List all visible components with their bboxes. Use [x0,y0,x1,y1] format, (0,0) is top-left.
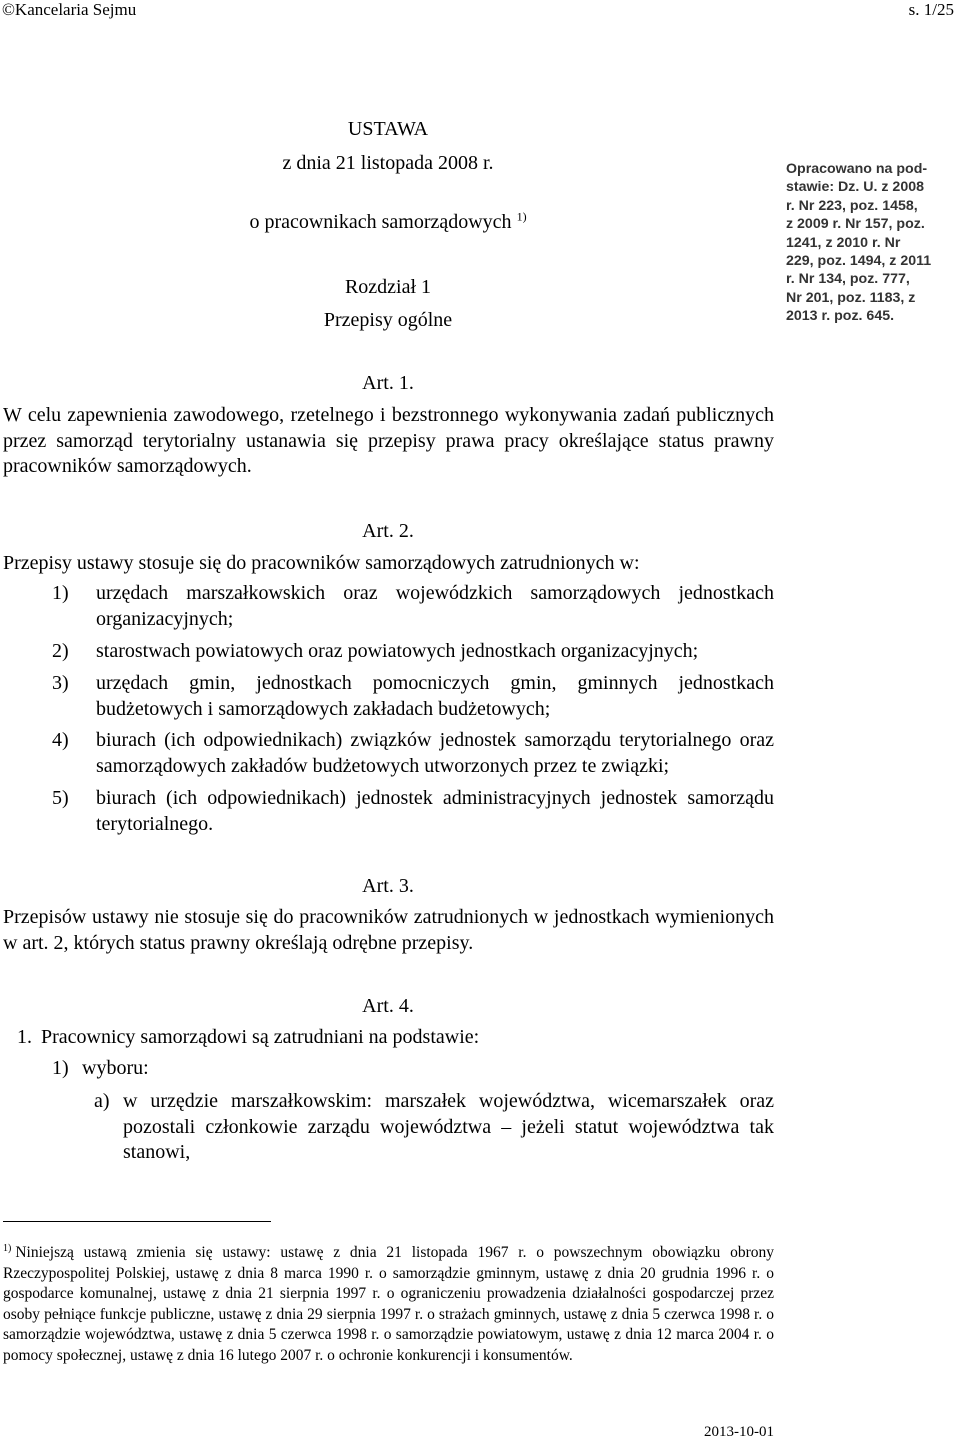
art1-heading: Art. 1. [362,372,414,394]
art2-item-3 [52,671,774,722]
footnote-reference[interactable]: 1) [516,209,527,224]
art2-item-5 [52,786,774,837]
paragraph-number: 1. [17,1026,32,1048]
act-subject [0,211,776,234]
source-note-line: stawie: Dz. U. z 2008 [786,179,924,196]
letter-text: w urzędzie marszałkowskim: marszałek województwa, wicemarszałek oraz pozostali członkowie zarządu województwa – jeżeli statut województwa tak stanowi, [123,1090,774,1163]
source-note-line: Opracowano na pod- [786,161,928,177]
item-text: starostwach powiatowych oraz powiatowych jednostkach organizacyjnych; [96,640,699,662]
art4-heading: Art. 4. [362,995,414,1017]
footnote-text: Niniejszą ustawą zmienia się ustawy: ustawę z dnia 21 listopada 1967 r. o powszechnym obowiązku obrony Rzeczypospolitej Polskiej, ustawę z dnia 8 marca 1990 r. o samorządzie gminnym, ustawę z dnia 20 grudnia 1996 r. o gospodarce komunalnej, ustawę z dnia 21 sierpnia 1997 r. o ograniczeniu prowadzenia działalności gospodarczej przez osoby pełniące funkcje publiczne, ustawę z dnia 29 sierpnia 1997 r. o strażach gminnych, ustawę z dnia 5 czerwca 1998 r. o samorządzie województwa, ustawę z dnia 5 czerwca 1998 r. o samorządzie powiatowym, ustawę z dnia 12 marca 2004 r. o pomocy społecznej, ustawę z dnia 16 lutego 2007 r. o ochronie konkurencji i konsumentów. [3,1244,774,1364]
source-note-line: r. Nr 134, poz. 777, [786,271,910,288]
chapter-title: Przepisy ogólne [323,309,453,331]
footnote-separator [3,1221,271,1222]
art4-letter-a [94,1089,774,1166]
letter-number: a) [94,1090,110,1112]
act-date: z dnia 21 listopada 2008 r. [282,152,494,174]
item-text: urzędach marszałkowskich oraz wojewódzkich samorządowych jednostkach organizacyjnych; [96,582,774,630]
footnote-mark: 1) [3,1242,12,1254]
date-stamp: 2013-10-01 [704,1424,774,1440]
act-subject-text: o pracownikach samorządowych [249,211,512,233]
item-text: biurach (ich odpowiednikach) jednostek administracyjnych jednostek samorządu terytorialnego. [96,787,774,835]
chapter-number: Rozdział 1 [344,276,432,298]
art2-item-2 [52,639,774,665]
source-note-line: 1241, z 2010 r. Nr [786,234,901,251]
art2-intro: Przepisy ustawy stosuje się do pracowników samorządowych zatrudnionych w: [3,552,640,574]
point-number: 1) [52,1057,69,1079]
art3-text: Przepisów ustawy nie stosuje się do pracowników zatrudnionych w jednostkach wymienionych w art. 2, których status prawny określają odrębne przepisy. [3,906,774,954]
art4-paragraph-1 [17,1025,774,1051]
point-text: wyboru: [82,1057,149,1079]
act-type: USTAWA [347,118,429,140]
page-number: s. 1/25 [908,0,954,19]
source-note-line: z 2009 r. Nr 157, poz. [786,216,925,233]
header-copyright: ©Kancelaria Sejmu [2,0,137,19]
source-note-line: Nr 201, poz. 1183, z [786,289,916,306]
art1-text: W celu zapewnienia zawodowego, rzetelnego i bezstronnego wykonywania zadań publicznych przez samorząd terytorialny ustanawia się przepisy prawa pracy określające status prawny pracowników samorządowych. [3,404,774,477]
item-number: 3) [52,672,69,694]
item-number: 2) [52,640,69,662]
art2-item-4 [52,728,774,779]
source-note-line: r. Nr 223, poz. 1458, [786,197,918,214]
art2-heading: Art. 2. [362,520,414,542]
source-note-line: 229, poz. 1494, z 2011 [786,253,932,270]
item-text: biurach (ich odpowiednikach) związków jednostek samorządu terytorialnego oraz samorządowych zakładów budżetowych utworzonych przez te związki; [96,729,774,777]
item-text: urzędach gmin, jednostkach pomocniczych gmin, gminnych jednostkach budżetowych i samorządowych zakładach budżetowych; [96,672,774,720]
footnote [3,1243,774,1366]
item-number: 1) [52,582,69,604]
item-number: 5) [52,787,69,809]
art3-heading: Art. 3. [362,875,414,897]
source-note [786,160,956,326]
art2-item-1 [52,581,774,632]
paragraph-text: Pracownicy samorządowi są zatrudniani na podstawie: [41,1026,480,1048]
art4-point-1 [52,1056,774,1082]
source-note-line: 2013 r. poz. 645. [786,308,895,325]
item-number: 4) [52,729,69,751]
